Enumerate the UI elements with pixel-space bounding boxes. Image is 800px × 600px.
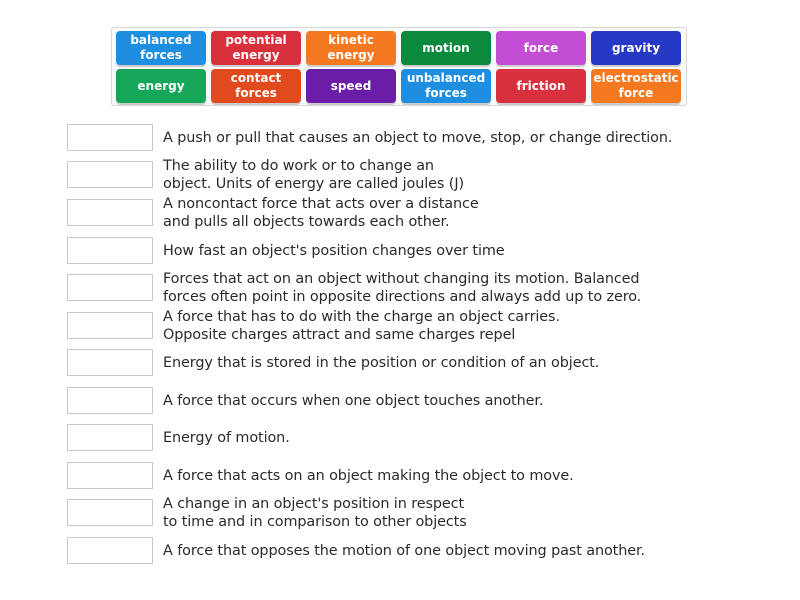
tile-electrostatic-force[interactable]: electrostatic force xyxy=(591,69,681,103)
definition-row xyxy=(67,160,767,190)
tile-force[interactable]: force xyxy=(496,31,586,65)
answer-drop-slot[interactable] xyxy=(67,312,153,339)
answer-drop-slot[interactable] xyxy=(67,537,153,564)
definition-row xyxy=(67,498,767,528)
definition-row xyxy=(67,423,767,453)
definition-text: Forces that act on an object without changing its motion. Balanced forces often point in opposite directions and always add up to zero. xyxy=(163,271,642,305)
tile-speed[interactable]: speed xyxy=(306,69,396,103)
tile-unbalanced-forces[interactable]: unbalanced forces xyxy=(401,69,491,103)
definition-text: A force that occurs when one object touches another. xyxy=(163,393,544,409)
definition-text: A force that opposes the motion of one object moving past another. xyxy=(163,543,645,559)
tile-balanced-forces[interactable]: balanced forces xyxy=(116,31,206,65)
tile-contact-forces[interactable]: contact forces xyxy=(211,69,301,103)
answer-drop-slot[interactable] xyxy=(67,424,153,451)
definition-text: Energy of motion. xyxy=(163,430,290,446)
definition-text: A force that acts on an object making the object to move. xyxy=(163,468,574,484)
definition-row xyxy=(67,236,767,266)
definition-row xyxy=(67,386,767,416)
answer-drop-slot[interactable] xyxy=(67,462,153,489)
tile-friction[interactable]: friction xyxy=(496,69,586,103)
answer-drop-slot[interactable] xyxy=(67,124,153,151)
definition-row xyxy=(67,461,767,491)
answer-drop-slot[interactable] xyxy=(67,237,153,264)
tile-energy[interactable]: energy xyxy=(116,69,206,103)
answer-drop-slot[interactable] xyxy=(67,161,153,188)
definition-row xyxy=(67,311,767,341)
tile-motion[interactable]: motion xyxy=(401,31,491,65)
definition-row xyxy=(67,273,767,303)
definition-text: How fast an object's position changes over time xyxy=(163,243,505,259)
definition-text: A change in an object's position in respect to time and in comparison to other objects xyxy=(163,496,467,530)
tile-gravity[interactable]: gravity xyxy=(591,31,681,65)
definition-text: A force that has to do with the charge an object carries. Opposite charges attract and same charges repel xyxy=(163,309,560,343)
answer-drop-slot[interactable] xyxy=(67,387,153,414)
definition-row xyxy=(67,348,767,378)
definition-row xyxy=(67,123,767,153)
tile-potential-energy[interactable]: potential energy xyxy=(211,31,301,65)
definition-row xyxy=(67,536,767,566)
answer-drop-slot[interactable] xyxy=(67,499,153,526)
answer-drop-slot[interactable] xyxy=(67,274,153,301)
definition-text: The ability to do work or to change an object. Units of energy are called joules (J) xyxy=(163,158,464,192)
definition-text: A noncontact force that acts over a distance and pulls all objects towards each other. xyxy=(163,196,479,230)
tile-kinetic-energy[interactable]: kinetic energy xyxy=(306,31,396,65)
definition-row xyxy=(67,198,767,228)
answer-drop-slot[interactable] xyxy=(67,349,153,376)
definition-text: A push or pull that causes an object to move, stop, or change direction. xyxy=(163,130,673,146)
answer-drop-slot[interactable] xyxy=(67,199,153,226)
definition-text: Energy that is stored in the position or condition of an object. xyxy=(163,355,600,371)
